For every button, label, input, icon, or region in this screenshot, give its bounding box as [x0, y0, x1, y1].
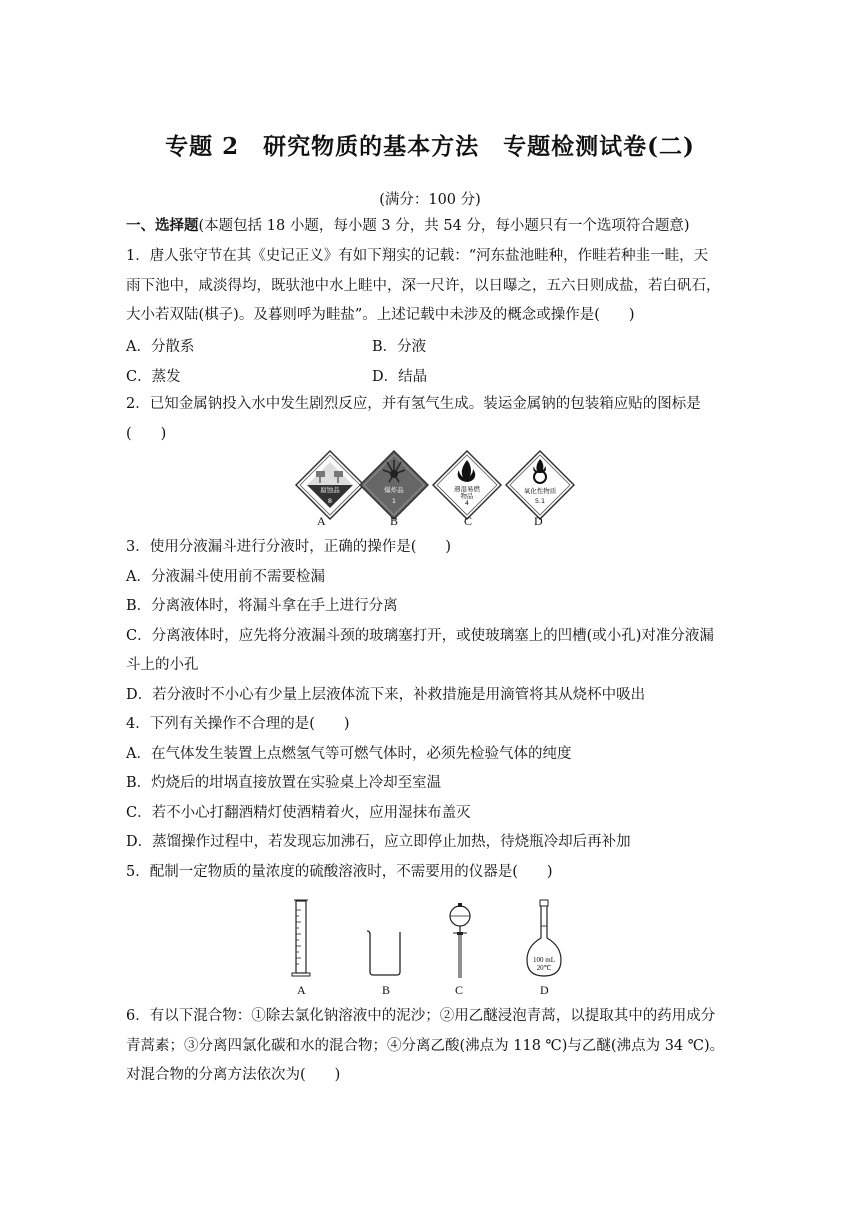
hazard-c-label: C — [464, 514, 473, 528]
hazard-a-text: 腐蚀品 — [320, 486, 340, 494]
hazard-a-num: 8 — [327, 497, 333, 505]
q1-option-a: A．分散系 — [126, 339, 195, 355]
hazard-b-num: 1 — [391, 497, 397, 505]
beaker-icon — [364, 928, 406, 978]
hazard-a-corrosive — [295, 450, 365, 520]
q3-option-c-line2: 斗上的小孔 — [126, 657, 199, 673]
q1-line2: 雨下池中，咸淡得均，既驮池中水上畦中，深一尺许，以日曝之，五六日则成盐，若白矾石， — [126, 278, 721, 294]
hazard-d-text: 氧化性物质 — [523, 487, 557, 495]
glassware-b-label: B — [382, 983, 391, 997]
q1-option-c: C．蒸发 — [126, 369, 181, 385]
q6-line1: 6．有以下混合物：①除去氯化钠溶液中的泥沙；②用乙醚浸泡青蒿，以提取其中的药用成分 — [126, 1008, 716, 1024]
hazard-b-explosive — [359, 450, 429, 520]
q6-line3: 对混合物的分离方法依次为( ) — [126, 1067, 341, 1083]
q3-line1: 3．使用分液漏斗进行分液时，正确的操作是( ) — [126, 539, 452, 555]
q1-line1: 1．唐人张守节在其《史记正义》有如下翔实的记载：“河东盐池畦种，作畦若种韭一畦，天 — [126, 248, 709, 264]
q4-option-a: A．在气体发生装置上点燃氢气等可燃气体时，必须先检验气体的纯度 — [126, 746, 572, 762]
corrosive-icon — [295, 450, 365, 520]
page-title: 专题 2 研究物质的基本方法 专题检测试卷(二) — [165, 133, 695, 160]
glassware-d-label: D — [540, 983, 549, 997]
hazard-c-text1: 遇湿易燃 — [454, 485, 480, 493]
flame-over-circle-icon — [505, 450, 575, 520]
hazard-d-label: D — [534, 514, 543, 528]
graduated-cylinder-icon — [290, 898, 312, 980]
q2-line1: 2．已知金属钠投入水中发生剧烈反应，并有氢气生成。装运金属钠的包装箱应贴的图标是 — [126, 396, 701, 412]
score-note: (满分：100 分) — [379, 192, 481, 208]
hazard-d-num: 5.1 — [534, 497, 546, 505]
q1-option-d: D．结晶 — [372, 369, 428, 385]
hazard-b-label: B — [390, 514, 399, 528]
flask-label-volume: 100 mL — [533, 956, 555, 964]
section-heading-label: 一、选择题 — [126, 217, 199, 234]
q1-option-b: B．分液 — [372, 339, 427, 355]
section-heading — [126, 216, 690, 236]
q3-option-b: B．分离液体时，将漏斗拿在手上进行分离 — [126, 598, 398, 614]
explosive-icon — [359, 450, 429, 520]
hazard-c-wet — [432, 450, 502, 520]
section-heading-desc: (本题包括 18 小题，每小题 3 分，共 54 分，每小题只有一个选项符合题意) — [198, 218, 690, 234]
q6-line2: 青蒿素；③分离四氯化碳和水的混合物；④分离乙酸(沸点为 118 ℃)与乙醚(沸点为 34 ℃)。 — [126, 1038, 725, 1054]
q3-option-a: A．分液漏斗使用前不需要检漏 — [126, 569, 325, 585]
hazard-b-text: 爆炸品 — [384, 486, 404, 494]
q1-line3: 大小若双陆(棋子)。及暮则呼为畦盐”。上述记载中未涉及的概念或操作是( ) — [126, 307, 635, 323]
q5-line1: 5．配制一定物质的量浓度的硫酸溶液时，不需要用的仪器是( ) — [126, 864, 553, 880]
glassware-a-label: A — [297, 983, 306, 997]
q4-option-b: B．灼烧后的坩埚直接放置在实验桌上冷却至室温 — [126, 775, 442, 791]
hazard-a-label: A — [317, 514, 326, 528]
hazard-c-text2: 物品 — [460, 492, 474, 500]
flask-label-temp: 20℃ — [536, 964, 552, 972]
q2-line2: ( ) — [126, 426, 167, 442]
glassware-c-label: C — [455, 983, 464, 997]
q4-line1: 4．下列有关操作不合理的是( ) — [126, 716, 350, 732]
q3-option-c-line1: C．分离液体时，应先将分液漏斗颈的玻璃塞打开，或使玻璃塞上的凹槽(或小孔)对准分液漏 — [126, 628, 714, 644]
hazard-d-oxidizer — [505, 450, 575, 520]
q4-option-c: C．若不小心打翻酒精灯使酒精着火，应用湿抹布盖灭 — [126, 805, 471, 821]
separatory-funnel-icon — [447, 902, 473, 980]
q4-option-d: D．蒸馏操作过程中，若发现忘加沸石，应立即停止加热，待烧瓶冷却后再补加 — [126, 834, 631, 850]
hazard-c-num: 4 — [464, 499, 470, 507]
q3-option-d: D．若分液时不小心有少量上层液体流下来，补救措施是用滴管将其从烧杯中吸出 — [126, 687, 646, 703]
